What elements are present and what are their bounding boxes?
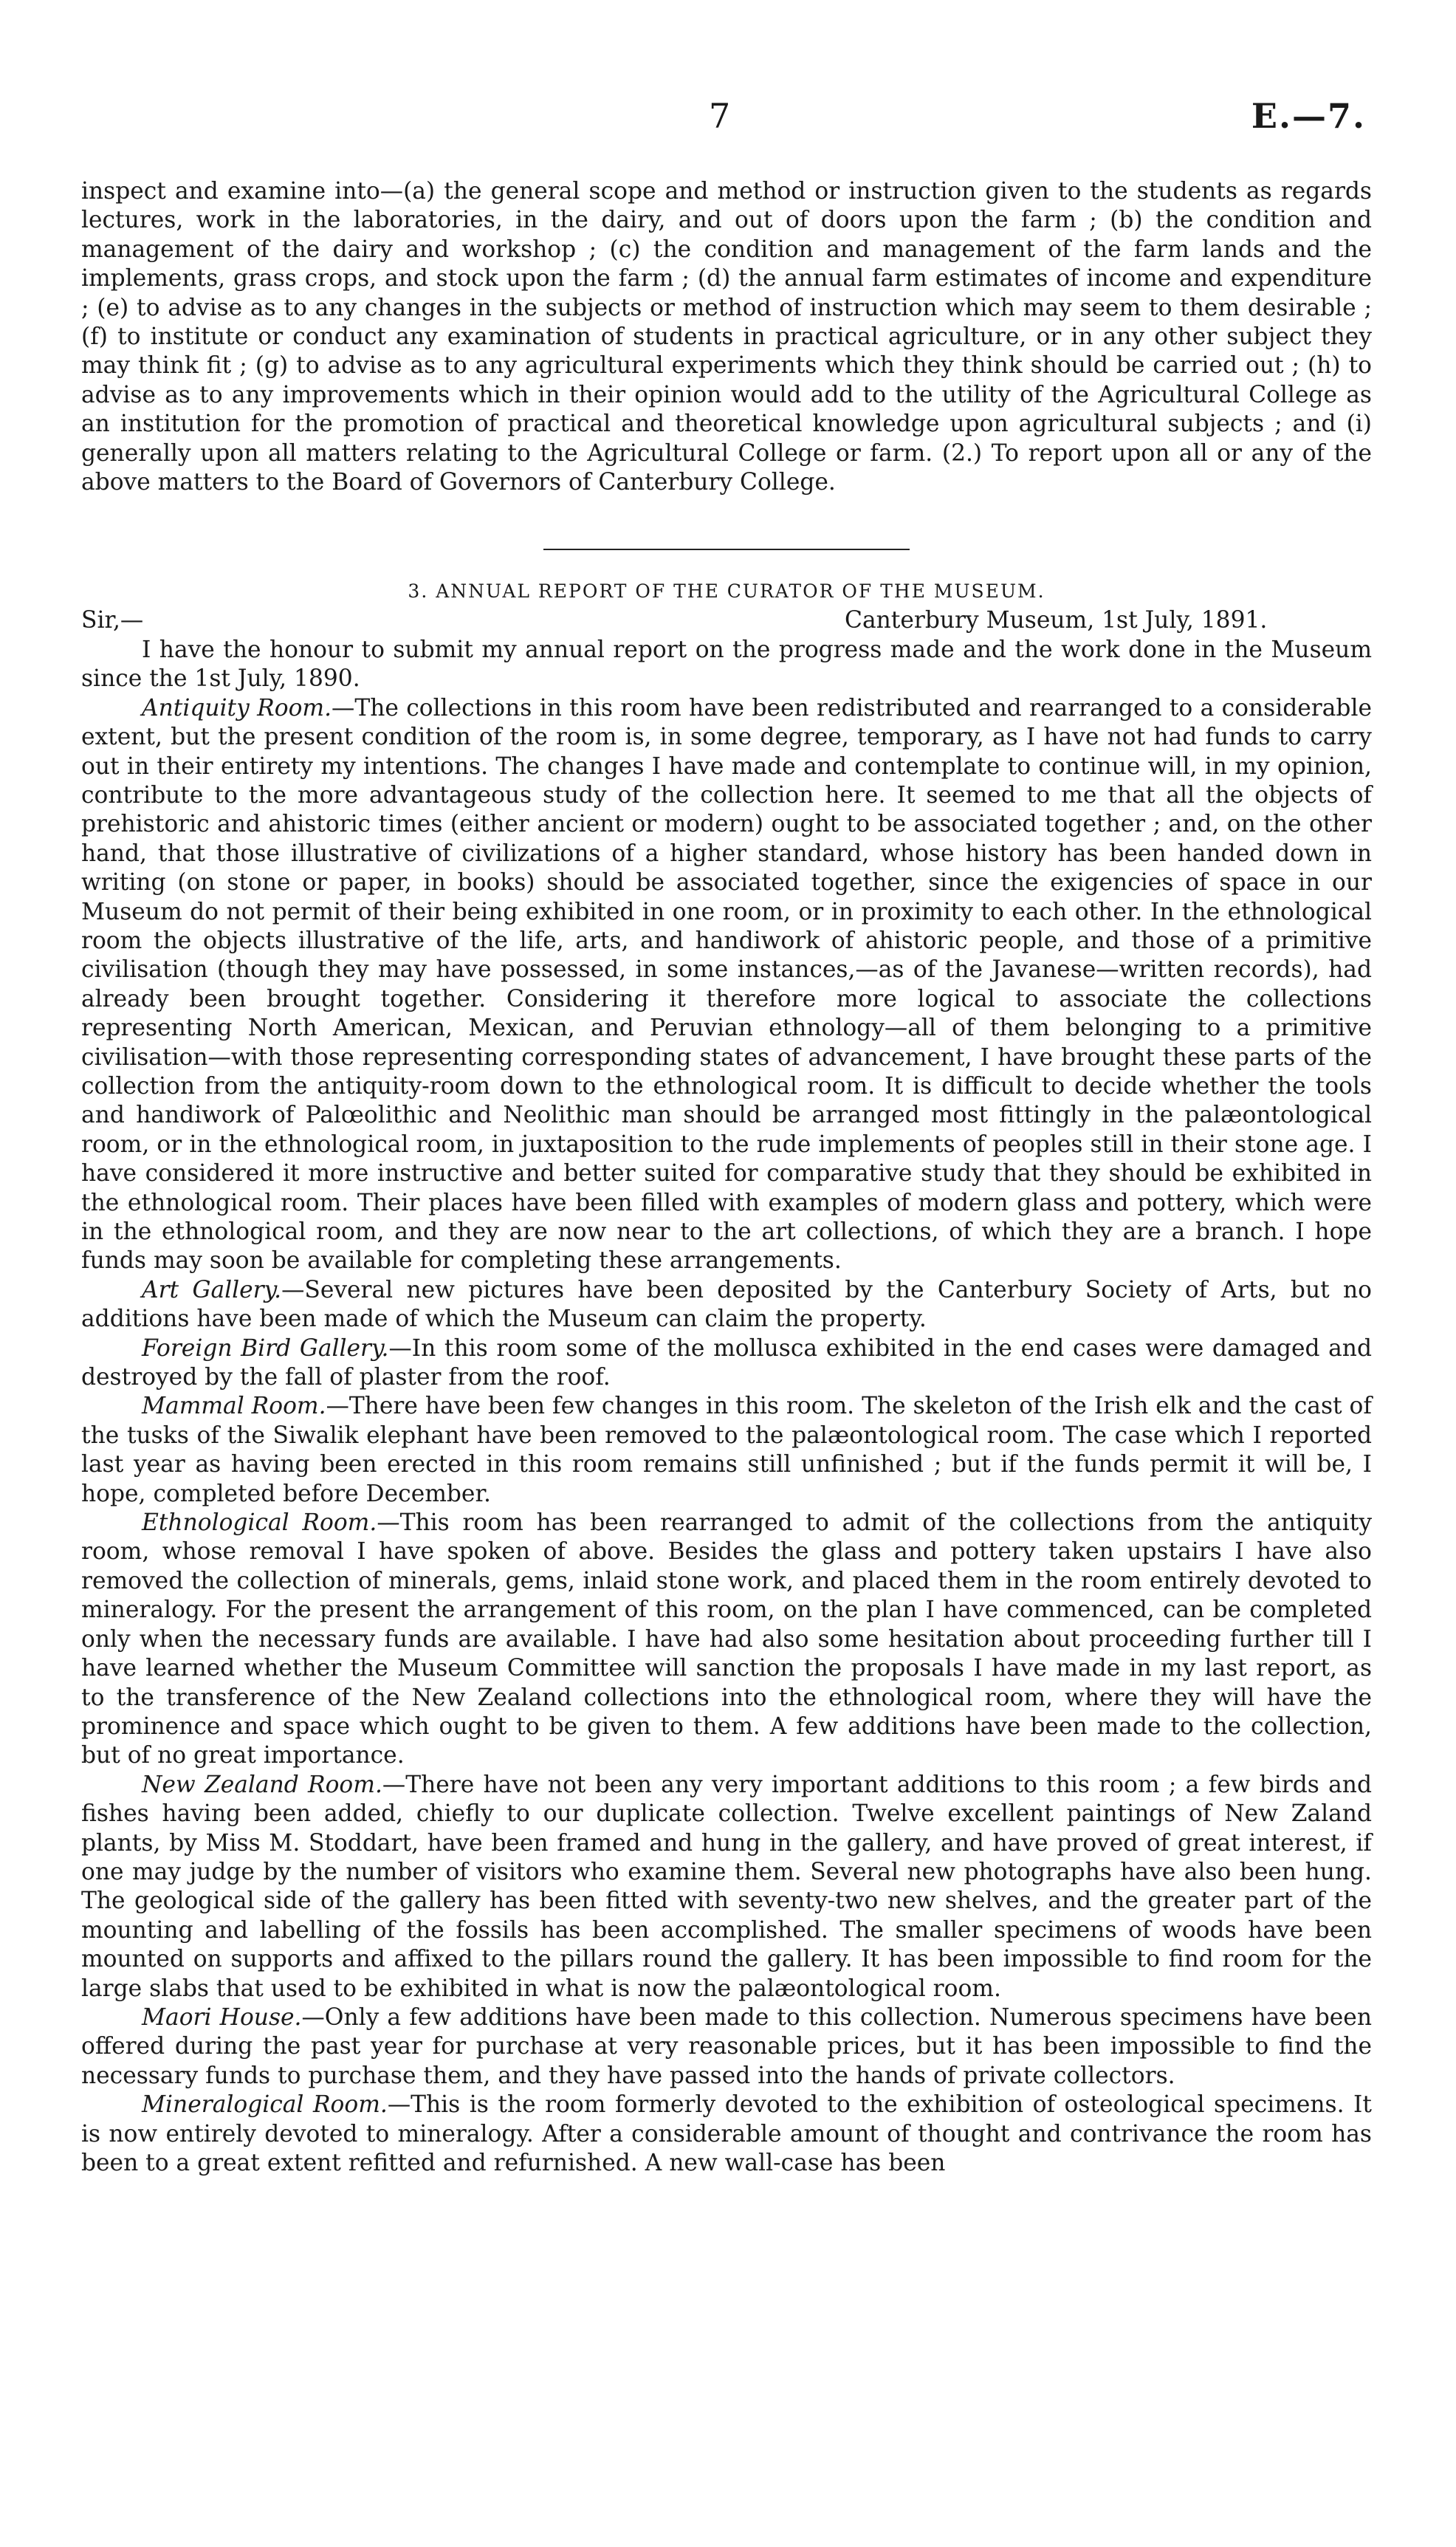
salutation-line [81, 606, 1372, 636]
section-text: —The collections in this room have been redistributed and rearranged to a considerable extent, but the present condition of the room is, in some degree, temporary, as I have not had funds to carry out in their entirety my intentions. The changes I have made and contemplate to continue will, in my opinion, contribute to the more advantageous study of the collection here. It seemed to me that all the objects of prehistoric and ahistoric times (either ancient or modern) ought to be associated together ; and, on the other hand, that those illustrative of civilizations of a higher standard, whose history has been handed down in writing (on stone or paper, in books) should be associated together, since the exigencies of space in our Museum do not permit of their being exhibited in one room, or in proximity to each other. In the ethnological room the objects illustrative of the life, arts, and handiwork of ahistoric people, and those of a primitive civilisation (though they may have possessed, in some instances,—as of the Javanese—written records), had already been brought together. Considering it therefore more logical to associate the collections representing North American, Mexican, and Peruvian ethnology—all of them belonging to a primitive civilisation—with those representing corresponding states of advancement, I have brought these parts of the collection from the antiquity-room down to the ethnological room. It is difficult to decide whether the tools and handiwork of Palœolithic and Neolithic man should be arranged most fittingly in the palæontological room, or in the ethnological room, in juxtaposition to the rude implements of peoples still in their stone age. I have considered it more instructive and better suited for comparative study that they should be exhibited in the ethnological room. Their places have been filled with examples of modern glass and pottery, which were in the ethnological room, and they are now near to the art collections, of which they are a branch. I hope funds may soon be available for completing these arrangements. [81, 694, 1372, 1275]
place-date: Canterbury Museum, 1st July, 1891. [845, 606, 1268, 634]
section-heading: Mammal Room. [142, 1393, 326, 1420]
salutation: Sir,— [81, 606, 144, 634]
section-text: —There have been few changes in this room. The skeleton of the Irish elk and the cast of the tusks of the Siwalik elephant have been removed to the palæontological room. The case which I reported last year as having been erected in this room remains still unfinished ; but if the funds permit it will be, I hope, completed before December. [81, 1393, 1372, 1507]
section-foreign-bird-gallery [81, 1334, 1372, 1393]
section-text: —Several new pictures have been deposited by the Canterbury Society of Arts, but no additions have been made of which the Museum can claim the property. [81, 1276, 1372, 1333]
section-antiquity-room [81, 694, 1372, 1276]
document-reference: E.—7. [1251, 96, 1366, 136]
section-text: —Only a few additions have been made to this collection. Numerous specimens have been offered during the past year for purchase at very reasonable prices, but it has been impossible to find the necessary funds to purchase them, and they have passed into the hands of private collectors. [81, 2003, 1372, 2089]
page-header [0, 96, 1456, 155]
section-heading: Antiquity Room. [142, 694, 332, 721]
section-mineralogical-room [81, 2091, 1372, 2178]
section-heading: Mineralogical Room. [142, 2091, 388, 2119]
section-heading: New Zealand Room. [142, 1771, 382, 1798]
section-ethnological-room [81, 1509, 1372, 1771]
section-text: —This is the room formerly devoted to the exhibition of osteological specimens. It is now entirely devoted to mineralogy. After a considerable amount of thought and contrivance the room has been to a great extent refitted and refurnished. A new wall-case has been [81, 2091, 1372, 2176]
section-heading: Maori House. [142, 2003, 302, 2031]
section-maori-house [81, 2003, 1372, 2091]
section-heading: Foreign Bird Gallery. [142, 1334, 389, 1362]
section-new-zealand-room [81, 1771, 1372, 2003]
page-number: 7 [709, 96, 731, 136]
report-title: 3. ANNUAL REPORT OF THE CURATOR OF THE MUSEUM. [408, 580, 1045, 603]
section-heading: Ethnological Room. [142, 1509, 377, 1537]
section-text: —There have not been any very important additions to this room ; a few birds and fishes having been added, chiefly to our duplicate collection. Twelve excellent paintings of New Zaland plants, by Miss M. Stoddart, have been framed and hung in the gallery, and have proved of great interest, if one may judge by the number of visitors who examine them. Several new photographs have also been hung. The geological side of the gallery has been fitted with seventy-two new shelves, and the greater part of the mounting and labelling of the fossils has been accomplished. The smaller specimens of woods have been mounted on supports and affixed to the pillars round the gallery. It has been impossible to find room for the large slabs that used to be exhibited in what is now the palæontological room. [81, 1771, 1372, 2002]
section-text: —In this room some of the mollusca exhibited in the end cases were damaged and destroyed by the fall of plaster from the roof. [81, 1334, 1372, 1391]
document-body [81, 177, 1372, 2178]
section-art-gallery [81, 1276, 1372, 1334]
section-mammal-room [81, 1392, 1372, 1509]
section-divider [543, 549, 910, 550]
intro-paragraph: inspect and examine into—(a) the general scope and method or instruction given to the students as regards lectures, work in the laboratories, in the dairy, and out of doors upon the farm ; (b) the condition and management of the dairy and workshop ; (c) the condition and management of the farm lands and the implements, grass crops, and stock upon the farm ; (d) the annual farm estimates of income and expenditure ; (e) to advise as to any changes in the subjects or method of instruction which may seem to them desirable ; (f) to institute or conduct any examination of students in practical agriculture, or in any other subject they may think fit ; (g) to advise as to any agricultural experiments which they think should be carried out ; (h) to advise as to any improvements which in their opinion would add to the utility of the Agricultural College as an institution for the promotion of practical and theoretical knowledge upon agricultural subjects ; and (i) generally upon all matters relating to the Agricultural College or farm. (2.) To report upon all or any of the above matters to the Board of Governors of Canterbury College. [81, 178, 1372, 496]
section-text: —This room has been rearranged to admit of the collections from the antiquity room, whose removal I have spoken of above. Besides the glass and pottery taken upstairs I have also removed the collection of minerals, gems, inlaid stone work, and placed them in the room entirely devoted to mineralogy. For the present the arrangement of this room, on the plan I have commenced, can be completed only when the necessary funds are available. I have had also some hesitation about proceeding further till I have learned whether the Museum Committee will sanction the proposals I have made in my last report, as to the transference of the New Zealand collections into the ethnological room, where they will have the prominence and space which ought to be given to them. A few additions have been made to the collection, but of no great importance. [81, 1509, 1373, 1769]
opening-paragraph: I have the honour to submit my annual report on the progress made and the work done in the Museum since the 1st July, 1890. [81, 636, 1372, 693]
section-heading: Art Gallery. [142, 1276, 282, 1303]
